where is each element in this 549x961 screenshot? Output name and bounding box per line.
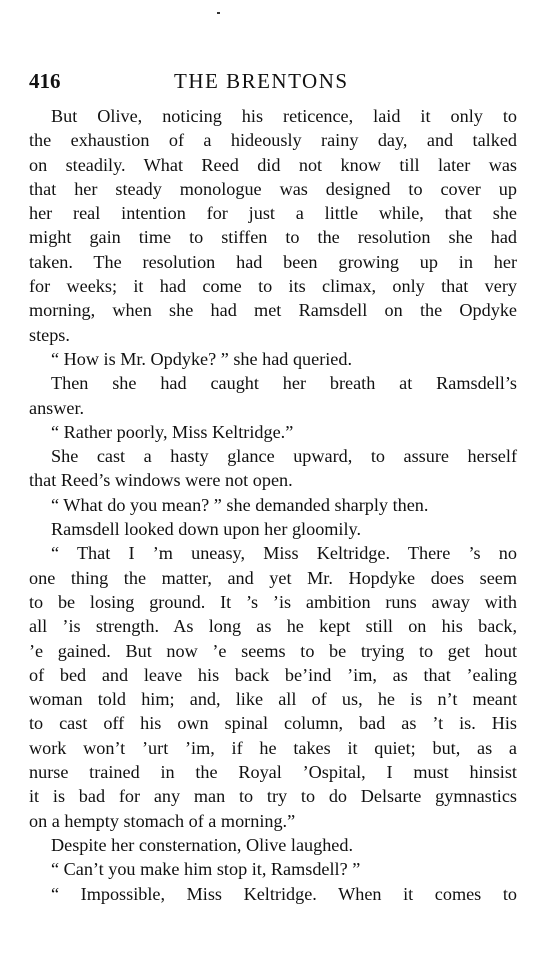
text-line: her real intention for just a little while, that she	[29, 203, 517, 224]
text-line: “ Rather poorly, Miss Keltridge.”	[51, 421, 294, 442]
paragraph	[29, 517, 517, 541]
text-line: might gain time to stiffen to the resolution she had	[29, 227, 517, 248]
paragraph	[29, 882, 517, 906]
text-line: Ramsdell looked down upon her gloomily.	[51, 519, 361, 540]
text-line: Despite her consternation, Olive laughed.	[51, 834, 354, 855]
paragraph	[29, 371, 517, 420]
text-line: But Olive, noticing his reticence, laid it only to	[51, 106, 517, 126]
text-line: on steadily. What Reed did not know till later was	[29, 154, 517, 175]
text-line: to be losing ground. It ’s ’is ambition runs away with	[29, 591, 517, 612]
text-line: steps.	[29, 324, 70, 345]
text-line: for weeks; it had come to its climax, only that very	[29, 276, 517, 297]
paragraph	[29, 833, 517, 857]
body-text	[29, 104, 517, 906]
text-line: “ What do you mean? ” she demanded sharply then.	[51, 494, 429, 515]
paragraph	[29, 444, 517, 493]
text-line: the exhaustion of a hideously rainy day, and talked	[29, 130, 517, 151]
text-line: of bed and leave his back be’ind ’im, as that ’ealing	[29, 664, 517, 685]
running-title: THE BRENTONS	[174, 69, 349, 93]
paragraph	[29, 420, 517, 444]
paragraph	[29, 104, 517, 347]
text-line: Then she had caught her breath at Ramsdell’s	[51, 373, 517, 394]
text-line: woman told him; and, like all of us, he is n’t meant	[29, 689, 517, 710]
text-line: to cast off his own spinal column, bad as ’t is. His	[29, 713, 517, 734]
text-line: it is bad for any man to try to do Delsarte gymnastics	[29, 786, 517, 807]
text-line: on a hempty stomach of a morning.”	[29, 810, 296, 831]
text-line: all ’is strength. As long as he kept still on his back,	[29, 616, 517, 637]
text-line: work won’t ’urt ’im, if he takes it quiet; but, as a	[29, 737, 517, 758]
text-line: that her steady monologue was designed to cover up	[29, 178, 517, 199]
print-speck	[217, 12, 220, 14]
text-line: one thing the matter, and yet Mr. Hopdyke does seem	[29, 567, 517, 588]
text-line: taken. The resolution had been growing up in her	[29, 251, 517, 272]
text-line: She cast a hasty glance upward, to assure herself	[51, 446, 517, 467]
text-line: “ Impossible, Miss Keltridge. When it comes to	[51, 883, 517, 904]
page-number: 416	[29, 69, 61, 93]
paragraph	[29, 347, 517, 371]
text-line: “ That I ’m uneasy, Miss Keltridge. There ’s no	[51, 543, 517, 564]
paragraph	[29, 493, 517, 517]
page-header	[29, 68, 517, 94]
paragraph	[29, 857, 517, 881]
paragraph	[29, 541, 517, 833]
text-line: morning, when she had met Ramsdell on the Opdyke	[29, 300, 517, 321]
text-line: that Reed’s windows were not open.	[29, 470, 293, 491]
text-line: nurse trained in the Royal ’Ospital, I must hinsist	[29, 762, 517, 783]
text-line: ’e gained. But now ’e seems to be trying to get hout	[29, 640, 517, 661]
text-line: “ Can’t you make him stop it, Ramsdell? ”	[51, 859, 361, 880]
text-line: answer.	[29, 397, 85, 418]
text-line: “ How is Mr. Opdyke? ” she had queried.	[51, 348, 353, 369]
